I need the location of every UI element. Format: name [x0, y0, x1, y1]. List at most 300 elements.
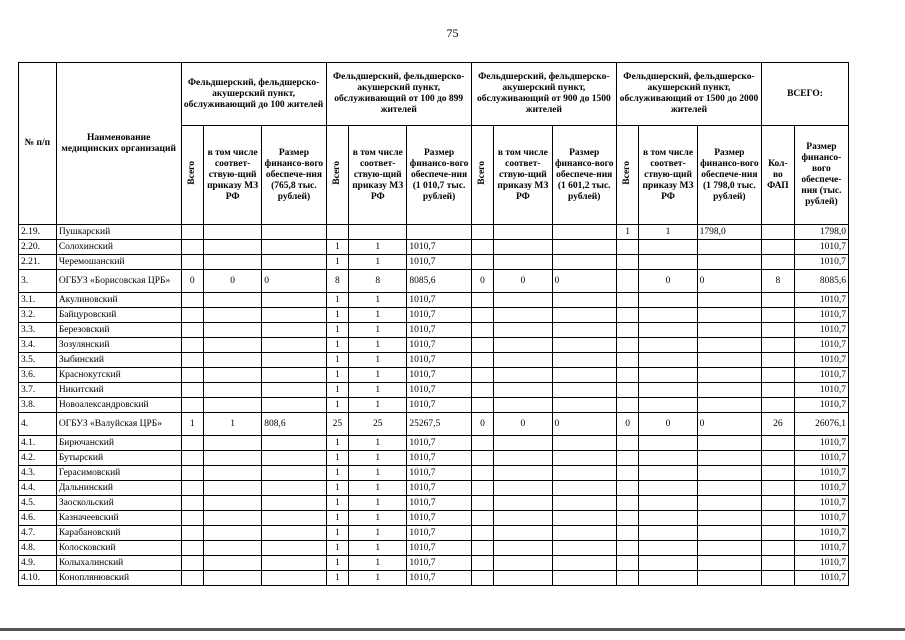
row-g3-all: [471, 451, 493, 466]
row-g3-incl: [494, 571, 552, 586]
row-g3-all: 0: [471, 270, 493, 293]
row-g1-fin: [262, 466, 326, 481]
row-num: 4.1.: [19, 436, 57, 451]
header-col-name: Наименование медицинских организаций: [56, 63, 181, 225]
row-g1-fin: [262, 338, 326, 353]
row-g2-all: 8: [326, 270, 348, 293]
row-g4-fin: [697, 526, 761, 541]
row-g1-fin: [262, 496, 326, 511]
row-total-fin: 1010,7: [794, 338, 848, 353]
row-g4-all: [616, 511, 638, 526]
row-g1-incl: [203, 451, 261, 466]
table-row: [19, 496, 849, 511]
row-g1-incl: [203, 526, 261, 541]
row-g4-all: [616, 451, 638, 466]
row-g4-all: [616, 338, 638, 353]
page-number: 75: [446, 26, 459, 40]
row-g1-incl: [203, 255, 261, 270]
row-g4-all: [616, 323, 638, 338]
row-num: 3.6.: [19, 368, 57, 383]
row-g4-fin: [697, 466, 761, 481]
row-g4-fin: [697, 383, 761, 398]
row-g2-fin: 1010,7: [407, 293, 471, 308]
row-g3-incl: 0: [494, 413, 552, 436]
table-row: [19, 413, 849, 436]
row-g2-fin: 25267,5: [407, 413, 471, 436]
row-g3-all: [471, 225, 493, 240]
row-name: Никитский: [56, 383, 181, 398]
row-g1-fin: 0: [262, 270, 326, 293]
row-g2-incl: 1: [349, 368, 407, 383]
row-g4-incl: [639, 436, 697, 451]
row-g2-incl: 1: [349, 541, 407, 556]
row-total-fin: 8085,6: [794, 270, 848, 293]
table-row: [19, 481, 849, 496]
row-g3-all: [471, 571, 493, 586]
row-total-fin: 1010,7: [794, 571, 848, 586]
row-g4-incl: [639, 556, 697, 571]
row-g1-incl: [203, 496, 261, 511]
row-g4-all: [616, 481, 638, 496]
row-g3-fin: 0: [552, 270, 616, 293]
row-g3-incl: [494, 353, 552, 368]
row-g3-fin: [552, 338, 616, 353]
row-g3-all: [471, 466, 493, 481]
row-g1-fin: [262, 225, 326, 240]
row-num: 4.4.: [19, 481, 57, 496]
header-g4-all-text: Всего: [622, 161, 633, 185]
table-row: [19, 451, 849, 466]
row-g1-incl: [203, 541, 261, 556]
row-g3-incl: [494, 496, 552, 511]
row-g1-incl: [203, 293, 261, 308]
row-g2-fin: 1010,7: [407, 308, 471, 323]
header-group-4: Фельдшерский, фельдшерско-акушерский пункт, обслуживающий от 1500 до 2000 жителей: [616, 63, 761, 126]
row-g3-fin: [552, 571, 616, 586]
row-g2-all: 1: [326, 541, 348, 556]
row-g3-all: [471, 511, 493, 526]
row-g4-fin: [697, 323, 761, 338]
row-g4-all: [616, 571, 638, 586]
header-g2-all: [326, 126, 348, 225]
row-total-fin: 1010,7: [794, 466, 848, 481]
row-total-count: [762, 451, 795, 466]
header-g4-fin: Размер финансо-вого обеспече-ния (1 798,0 тыс. рублей): [697, 126, 761, 225]
table-row: [19, 466, 849, 481]
row-g3-incl: [494, 338, 552, 353]
row-g2-all: 1: [326, 383, 348, 398]
row-g2-incl: 8: [349, 270, 407, 293]
row-g4-fin: [697, 398, 761, 413]
row-num: 4.2.: [19, 451, 57, 466]
row-g1-all: [181, 308, 203, 323]
row-g3-all: [471, 255, 493, 270]
row-g3-incl: [494, 225, 552, 240]
row-g1-incl: [203, 436, 261, 451]
row-g4-incl: [639, 255, 697, 270]
row-g4-incl: [639, 323, 697, 338]
row-g1-all: [181, 225, 203, 240]
row-total-count: [762, 338, 795, 353]
row-g2-all: 1: [326, 526, 348, 541]
row-g2-all: 1: [326, 451, 348, 466]
row-g4-all: [616, 398, 638, 413]
header-group-3: Фельдшерский, фельдшерско-акушерский пункт, обслуживающий от 900 до 1500 жителей: [471, 63, 616, 126]
row-g3-incl: [494, 308, 552, 323]
row-g3-fin: [552, 496, 616, 511]
row-g1-incl: [203, 323, 261, 338]
row-total-fin: 1010,7: [794, 240, 848, 255]
row-g1-all: [181, 383, 203, 398]
row-g2-all: 1: [326, 368, 348, 383]
row-g1-fin: [262, 255, 326, 270]
row-g3-all: [471, 293, 493, 308]
row-g1-fin: [262, 368, 326, 383]
row-total-fin: 1010,7: [794, 293, 848, 308]
row-g4-fin: [697, 556, 761, 571]
row-g2-all: 1: [326, 338, 348, 353]
row-g1-fin: [262, 571, 326, 586]
row-g4-fin: [697, 353, 761, 368]
row-g2-fin: 1010,7: [407, 571, 471, 586]
row-g3-fin: [552, 308, 616, 323]
row-g4-incl: 0: [639, 413, 697, 436]
row-num: 3.3.: [19, 323, 57, 338]
row-name: Березовский: [56, 323, 181, 338]
row-g1-all: 0: [181, 270, 203, 293]
row-g4-fin: [697, 240, 761, 255]
row-g2-incl: 25: [349, 413, 407, 436]
row-g1-incl: 1: [203, 413, 261, 436]
row-g4-incl: [639, 308, 697, 323]
table-row: [19, 353, 849, 368]
header-g3-all: [471, 126, 493, 225]
row-g4-fin: 1798,0: [697, 225, 761, 240]
row-total-count: [762, 481, 795, 496]
row-g3-fin: [552, 368, 616, 383]
row-g3-fin: [552, 255, 616, 270]
row-g3-incl: [494, 451, 552, 466]
header-g1-all: [181, 126, 203, 225]
row-name: Карабановский: [56, 526, 181, 541]
row-total-fin: 1010,7: [794, 255, 848, 270]
row-g2-all: 1: [326, 571, 348, 586]
header-g1-fin: Размер финансо-вого обеспече-ния (765,8 тыс. рублей): [262, 126, 326, 225]
row-g1-all: [181, 255, 203, 270]
row-total-fin: 1010,7: [794, 526, 848, 541]
row-g3-fin: [552, 541, 616, 556]
row-g1-incl: [203, 353, 261, 368]
row-g3-incl: [494, 383, 552, 398]
row-g3-all: 0: [471, 413, 493, 436]
row-g3-all: [471, 308, 493, 323]
row-g4-incl: [639, 571, 697, 586]
row-g1-all: [181, 526, 203, 541]
table-row: [19, 225, 849, 240]
row-g2-all: 1: [326, 240, 348, 255]
row-g1-all: [181, 481, 203, 496]
row-num: 4.8.: [19, 541, 57, 556]
row-total-count: [762, 436, 795, 451]
row-g1-all: [181, 541, 203, 556]
row-g1-fin: [262, 511, 326, 526]
row-g2-fin: 1010,7: [407, 240, 471, 255]
row-g4-fin: [697, 511, 761, 526]
row-g2-incl: 1: [349, 398, 407, 413]
table-body: [19, 225, 849, 586]
row-g1-incl: [203, 383, 261, 398]
row-g2-incl: [349, 225, 407, 240]
row-g2-fin: 1010,7: [407, 368, 471, 383]
row-g2-all: 1: [326, 353, 348, 368]
row-g3-all: [471, 541, 493, 556]
row-g3-fin: [552, 556, 616, 571]
row-g1-all: [181, 398, 203, 413]
row-num: 4.9.: [19, 556, 57, 571]
page-bottom-edge: [0, 628, 905, 631]
row-g3-all: [471, 496, 493, 511]
row-g1-incl: [203, 571, 261, 586]
header-g2-all-text: Всего: [331, 161, 342, 185]
row-g2-all: 25: [326, 413, 348, 436]
row-g2-all: 1: [326, 323, 348, 338]
row-name: Пушкарский: [56, 225, 181, 240]
row-g3-fin: [552, 225, 616, 240]
row-num: 3.8.: [19, 398, 57, 413]
row-name: Казначеевский: [56, 511, 181, 526]
row-name: Герасимовский: [56, 466, 181, 481]
row-num: 3.: [19, 270, 57, 293]
row-g2-all: 1: [326, 481, 348, 496]
row-g2-incl: 1: [349, 353, 407, 368]
row-g1-incl: [203, 398, 261, 413]
row-name: Колыхалинский: [56, 556, 181, 571]
row-g1-incl: [203, 240, 261, 255]
row-num: 3.4.: [19, 338, 57, 353]
row-num: 2.19.: [19, 225, 57, 240]
row-g2-fin: 1010,7: [407, 255, 471, 270]
row-total-count: [762, 368, 795, 383]
row-total-fin: 1010,7: [794, 496, 848, 511]
row-name: Коноплянювский: [56, 571, 181, 586]
table-row: [19, 398, 849, 413]
financing-table: [18, 62, 849, 586]
row-g1-incl: 0: [203, 270, 261, 293]
row-total-count: [762, 526, 795, 541]
row-g2-fin: 8085,6: [407, 270, 471, 293]
row-g1-all: [181, 451, 203, 466]
header-group-1: Фельдшерский, фельдшерско-акушерский пункт, обслуживающий до 100 жителей: [181, 63, 326, 126]
row-g3-fin: [552, 398, 616, 413]
row-g4-all: [616, 368, 638, 383]
row-name: Солохинский: [56, 240, 181, 255]
row-name: Бутырский: [56, 451, 181, 466]
row-g1-incl: [203, 481, 261, 496]
row-g1-incl: [203, 338, 261, 353]
row-g3-incl: [494, 526, 552, 541]
row-g2-incl: 1: [349, 526, 407, 541]
row-g1-fin: [262, 541, 326, 556]
row-g3-incl: [494, 541, 552, 556]
row-g2-incl: 1: [349, 451, 407, 466]
row-g2-incl: 1: [349, 496, 407, 511]
row-g1-fin: [262, 526, 326, 541]
row-total-fin: 26076,1: [794, 413, 848, 436]
row-g4-incl: [639, 451, 697, 466]
row-g2-fin: 1010,7: [407, 383, 471, 398]
row-total-count: [762, 556, 795, 571]
header-g3-all-text: Всего: [477, 161, 487, 185]
row-name: Акулиновский: [56, 293, 181, 308]
row-g2-all: 1: [326, 511, 348, 526]
table-row: [19, 571, 849, 586]
table-row: [19, 511, 849, 526]
table-row: [19, 323, 849, 338]
row-g3-fin: [552, 353, 616, 368]
row-num: 4.3.: [19, 466, 57, 481]
row-total-count: [762, 541, 795, 556]
row-g4-incl: [639, 541, 697, 556]
row-g2-fin: 1010,7: [407, 556, 471, 571]
row-g3-fin: [552, 526, 616, 541]
table-row: [19, 526, 849, 541]
row-g4-all: [616, 270, 638, 293]
row-num: 3.7.: [19, 383, 57, 398]
row-g2-fin: 1010,7: [407, 323, 471, 338]
row-g1-all: [181, 436, 203, 451]
row-g3-fin: [552, 293, 616, 308]
header-group-total: ВСЕГО:: [762, 63, 849, 126]
row-g4-all: [616, 255, 638, 270]
table-row: [19, 308, 849, 323]
row-name: ОГБУЗ «Борисовская ЦРБ»: [56, 270, 181, 293]
row-g1-fin: [262, 240, 326, 255]
row-total-fin: 1010,7: [794, 353, 848, 368]
table-row: [19, 541, 849, 556]
row-g2-fin: 1010,7: [407, 398, 471, 413]
row-g4-all: [616, 383, 638, 398]
row-g3-fin: [552, 383, 616, 398]
row-name: Дальнинский: [56, 481, 181, 496]
row-g1-all: [181, 466, 203, 481]
row-g1-all: [181, 240, 203, 255]
row-g3-all: [471, 526, 493, 541]
row-total-count: [762, 398, 795, 413]
row-g4-fin: 0: [697, 413, 761, 436]
row-g4-fin: [697, 293, 761, 308]
row-g3-all: [471, 398, 493, 413]
row-total-count: [762, 308, 795, 323]
row-g4-incl: [639, 466, 697, 481]
row-num: 4.6.: [19, 511, 57, 526]
header-g1-incl: в том числе соответ-ствую-щий приказу МЗ РФ: [203, 126, 261, 225]
table-row: [19, 556, 849, 571]
row-g2-fin: 1010,7: [407, 541, 471, 556]
row-g2-fin: 1010,7: [407, 353, 471, 368]
row-g2-all: 1: [326, 436, 348, 451]
row-g2-fin: 1010,7: [407, 511, 471, 526]
row-total-fin: 1010,7: [794, 541, 848, 556]
header-g2-incl: в том числе соответ-ствую-щий приказу МЗ РФ: [349, 126, 407, 225]
row-g1-incl: [203, 466, 261, 481]
row-g3-incl: [494, 436, 552, 451]
table-row: [19, 368, 849, 383]
row-g4-fin: [697, 451, 761, 466]
header-total-count: Кол-во ФАП: [762, 126, 795, 225]
row-g3-all: [471, 436, 493, 451]
row-total-fin: 1010,7: [794, 398, 848, 413]
row-g3-fin: 0: [552, 413, 616, 436]
row-g2-incl: 1: [349, 436, 407, 451]
row-num: 4.: [19, 413, 57, 436]
row-g3-fin: [552, 436, 616, 451]
row-g1-fin: [262, 308, 326, 323]
row-g2-fin: 1010,7: [407, 436, 471, 451]
row-g3-incl: [494, 293, 552, 308]
row-total-fin: 1010,7: [794, 308, 848, 323]
row-g3-fin: [552, 511, 616, 526]
row-num: 4.10.: [19, 571, 57, 586]
row-name: ОГБУЗ «Валуйская ЦРБ»: [56, 413, 181, 436]
row-g4-fin: [697, 308, 761, 323]
row-g4-incl: [639, 338, 697, 353]
row-g3-incl: [494, 556, 552, 571]
header-total-fin: Размер финансо-вого обеспече-ния (тыс. рублей): [794, 126, 848, 225]
table-row: [19, 338, 849, 353]
row-total-count: 8: [762, 270, 795, 293]
row-g4-all: 0: [616, 413, 638, 436]
table-row: [19, 240, 849, 255]
row-g4-incl: [639, 496, 697, 511]
row-g2-incl: 1: [349, 240, 407, 255]
row-g2-incl: 1: [349, 323, 407, 338]
header-group-2: Фельдшерский, фельдшерско-акушерский пункт, обслуживающий от 100 до 899 жителей: [326, 63, 471, 126]
row-g1-all: 1: [181, 413, 203, 436]
row-g2-all: [326, 225, 348, 240]
row-g4-fin: [697, 436, 761, 451]
row-g4-fin: [697, 571, 761, 586]
row-g3-all: [471, 323, 493, 338]
row-g3-incl: [494, 240, 552, 255]
row-num: 3.1.: [19, 293, 57, 308]
table-row: [19, 383, 849, 398]
row-g1-all: [181, 511, 203, 526]
row-g1-all: [181, 323, 203, 338]
row-g3-all: [471, 481, 493, 496]
row-total-fin: 1010,7: [794, 451, 848, 466]
row-g4-fin: [697, 368, 761, 383]
row-g1-all: [181, 353, 203, 368]
row-g2-incl: 1: [349, 466, 407, 481]
row-g3-incl: [494, 511, 552, 526]
header-group-row: [19, 63, 849, 126]
row-g4-incl: 1: [639, 225, 697, 240]
row-g1-fin: [262, 436, 326, 451]
row-g3-incl: [494, 368, 552, 383]
row-g1-all: [181, 338, 203, 353]
row-g2-all: 1: [326, 398, 348, 413]
row-g2-all: 1: [326, 496, 348, 511]
row-g4-incl: [639, 481, 697, 496]
row-g4-fin: 0: [697, 270, 761, 293]
row-g3-incl: [494, 398, 552, 413]
row-g1-incl: [203, 511, 261, 526]
row-g4-incl: [639, 383, 697, 398]
row-g1-fin: [262, 481, 326, 496]
row-g3-all: [471, 368, 493, 383]
row-g1-all: [181, 293, 203, 308]
row-g2-all: 1: [326, 293, 348, 308]
